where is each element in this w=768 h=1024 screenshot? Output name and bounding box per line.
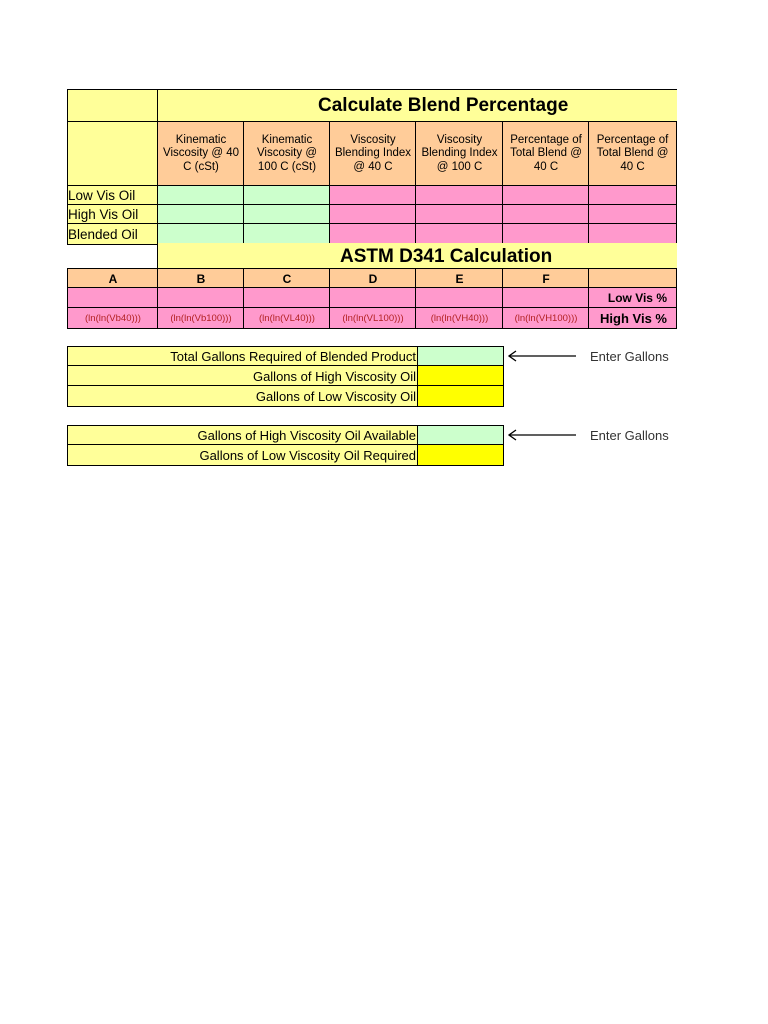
formula-c: (ln(ln(VL40))) — [243, 307, 331, 329]
formula-e: (ln(ln(VH40))) — [415, 307, 504, 329]
astm-value-f — [502, 287, 590, 309]
low-required-result — [417, 444, 504, 466]
enter-gallons-note-2: Enter Gallons — [590, 428, 669, 443]
astm-value-c — [243, 287, 331, 309]
astm-col-b: B — [157, 268, 245, 289]
total-gallons-input[interactable] — [417, 346, 504, 367]
high-gallons-label: Gallons of High Viscosity Oil — [67, 365, 419, 387]
blend-corner-cell — [67, 89, 159, 123]
blended-vbi40-cell — [329, 223, 417, 245]
row-low-vis-oil-label: Low Vis Oil — [67, 185, 159, 206]
enter-gallons-note: Enter Gallons — [590, 349, 669, 364]
col-vbi40-header: Viscosity Blending Index @ 40 C — [329, 121, 417, 187]
total-gallons-label: Total Gallons Required of Blended Product — [67, 346, 419, 367]
blended-pct-cell — [502, 223, 590, 245]
blended-kv40-input[interactable] — [157, 223, 245, 245]
astm-value-d — [329, 287, 417, 309]
col-kv40-header: Kinematic Viscosity @ 40 C (cSt) — [157, 121, 245, 187]
blended-pct-cell-2 — [588, 223, 677, 245]
low-gallons-label: Gallons of Low Viscosity Oil — [67, 385, 419, 407]
high-vis-kv100-input[interactable] — [243, 204, 331, 225]
arrow-left-icon — [506, 427, 578, 443]
high-available-input[interactable] — [417, 425, 504, 446]
formula-f: (ln(ln(VH100))) — [502, 307, 590, 329]
low-vis-pct-cell-2 — [588, 185, 677, 206]
col-pct-blend-header-2: Percentage of Total Blend @ 40 C — [588, 121, 677, 187]
high-available-label: Gallons of High Viscosity Oil Available — [67, 425, 419, 446]
astm-col-e: E — [415, 268, 504, 289]
astm-col-a: A — [67, 268, 159, 289]
high-vis-kv40-input[interactable] — [157, 204, 245, 225]
astm-col-f: F — [502, 268, 590, 289]
astm-col-d: D — [329, 268, 417, 289]
low-vis-kv100-input[interactable] — [243, 185, 331, 206]
high-vis-pct-cell-2 — [588, 204, 677, 225]
astm-col-c: C — [243, 268, 331, 289]
blended-kv100-input[interactable] — [243, 223, 331, 245]
astm-title: ASTM D341 Calculation — [157, 243, 677, 270]
low-vis-vbi40-cell — [329, 185, 417, 206]
high-gallons-result — [417, 365, 504, 387]
blend-header-corner — [67, 121, 159, 187]
row-high-vis-oil-label: High Vis Oil — [67, 204, 159, 225]
col-pct-blend-header: Percentage of Total Blend @ 40 C — [502, 121, 590, 187]
row-blended-oil-label: Blended Oil — [67, 223, 159, 245]
astm-value-a — [67, 287, 159, 309]
formula-b: (ln(ln(Vb100))) — [157, 307, 245, 329]
low-vis-vbi100-cell — [415, 185, 504, 206]
astm-value-b — [157, 287, 245, 309]
blended-vbi100-cell — [415, 223, 504, 245]
low-gallons-result — [417, 385, 504, 407]
astm-col-blank — [588, 268, 677, 289]
col-kv100-header: Kinematic Viscosity @ 100 C (cSt) — [243, 121, 331, 187]
high-vis-percent-label: High Vis % — [588, 307, 677, 329]
formula-a: (ln(ln(Vb40))) — [67, 307, 159, 329]
astm-value-e — [415, 287, 504, 309]
low-vis-percent-label: Low Vis % — [588, 287, 677, 309]
high-vis-vbi40-cell — [329, 204, 417, 225]
arrow-left-icon — [506, 348, 578, 364]
low-required-label: Gallons of Low Viscosity Oil Required — [67, 444, 419, 466]
high-vis-vbi100-cell — [415, 204, 504, 225]
high-vis-pct-cell — [502, 204, 590, 225]
low-vis-kv40-input[interactable] — [157, 185, 245, 206]
col-vbi100-header: Viscosity Blending Index @ 100 C — [415, 121, 504, 187]
low-vis-pct-cell — [502, 185, 590, 206]
blend-title: Calculate Blend Percentage — [157, 89, 677, 123]
formula-d: (ln(ln(VL100))) — [329, 307, 417, 329]
